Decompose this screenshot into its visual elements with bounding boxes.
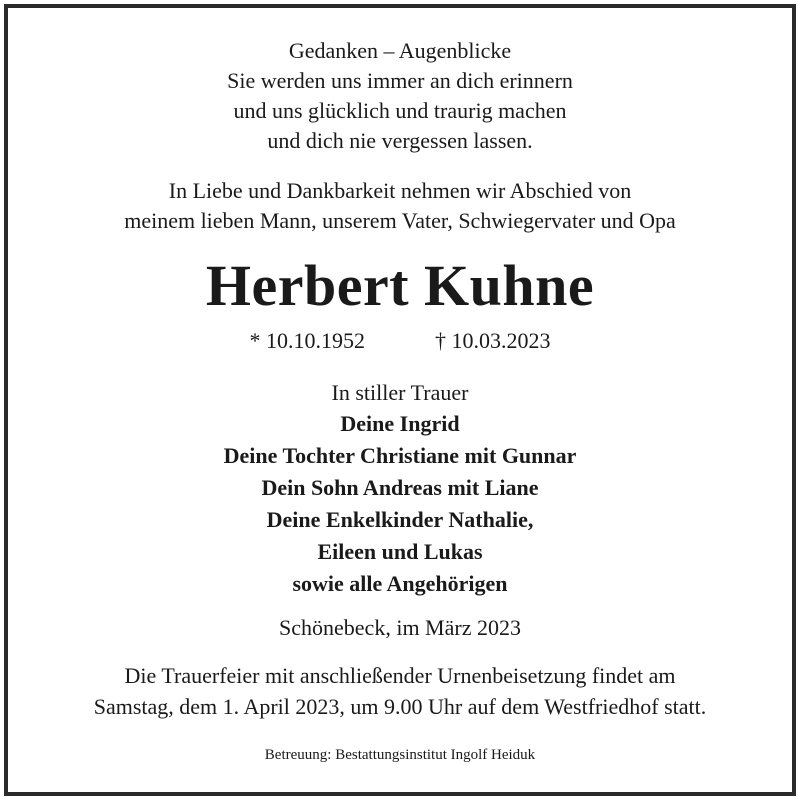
poem-line: und uns glücklich und traurig machen xyxy=(233,98,567,123)
mourner-line: Deine Enkelkinder Nathalie, xyxy=(266,507,534,532)
life-dates xyxy=(8,328,792,354)
mourner-line: Deine Tochter Christiane mit Gunnar xyxy=(223,443,577,468)
ceremony-line: Die Trauerfeier mit anschließender Urnenbeisetzung findet am xyxy=(124,663,676,688)
mourner-line: Dein Sohn Andreas mit Liane xyxy=(261,475,539,500)
mourners-heading: In stiller Trauer xyxy=(331,380,469,405)
obituary-notice xyxy=(4,4,796,796)
deceased-name: Herbert Kuhne xyxy=(205,253,595,318)
mourner-line: Eileen und Lukas xyxy=(317,539,483,564)
poem-line: Gedanken – Augenblicke xyxy=(288,38,512,63)
mourner-line: sowie alle Angehörigen xyxy=(292,571,508,596)
mourner-line: Deine Ingrid xyxy=(340,411,460,436)
birth-date: * 10.10.1952 xyxy=(249,328,365,353)
death-date: † 10.03.2023 xyxy=(435,328,551,353)
intro-line: In Liebe und Dankbarkeit nehmen wir Abschied von xyxy=(168,178,632,203)
place-date: Schönebeck, im März 2023 xyxy=(279,615,521,640)
funeral-home-credit: Betreuung: Bestattungsinstitut Ingolf Heiduk xyxy=(264,747,536,763)
ceremony-line: Samstag, dem 1. April 2023, um 9.00 Uhr auf dem Westfriedhof statt. xyxy=(93,694,707,719)
poem-line: Sie werden uns immer an dich erinnern xyxy=(227,68,573,93)
intro-line: meinem lieben Mann, unserem Vater, Schwiegervater und Opa xyxy=(124,208,676,233)
poem-line: und dich nie vergessen lassen. xyxy=(267,128,533,153)
